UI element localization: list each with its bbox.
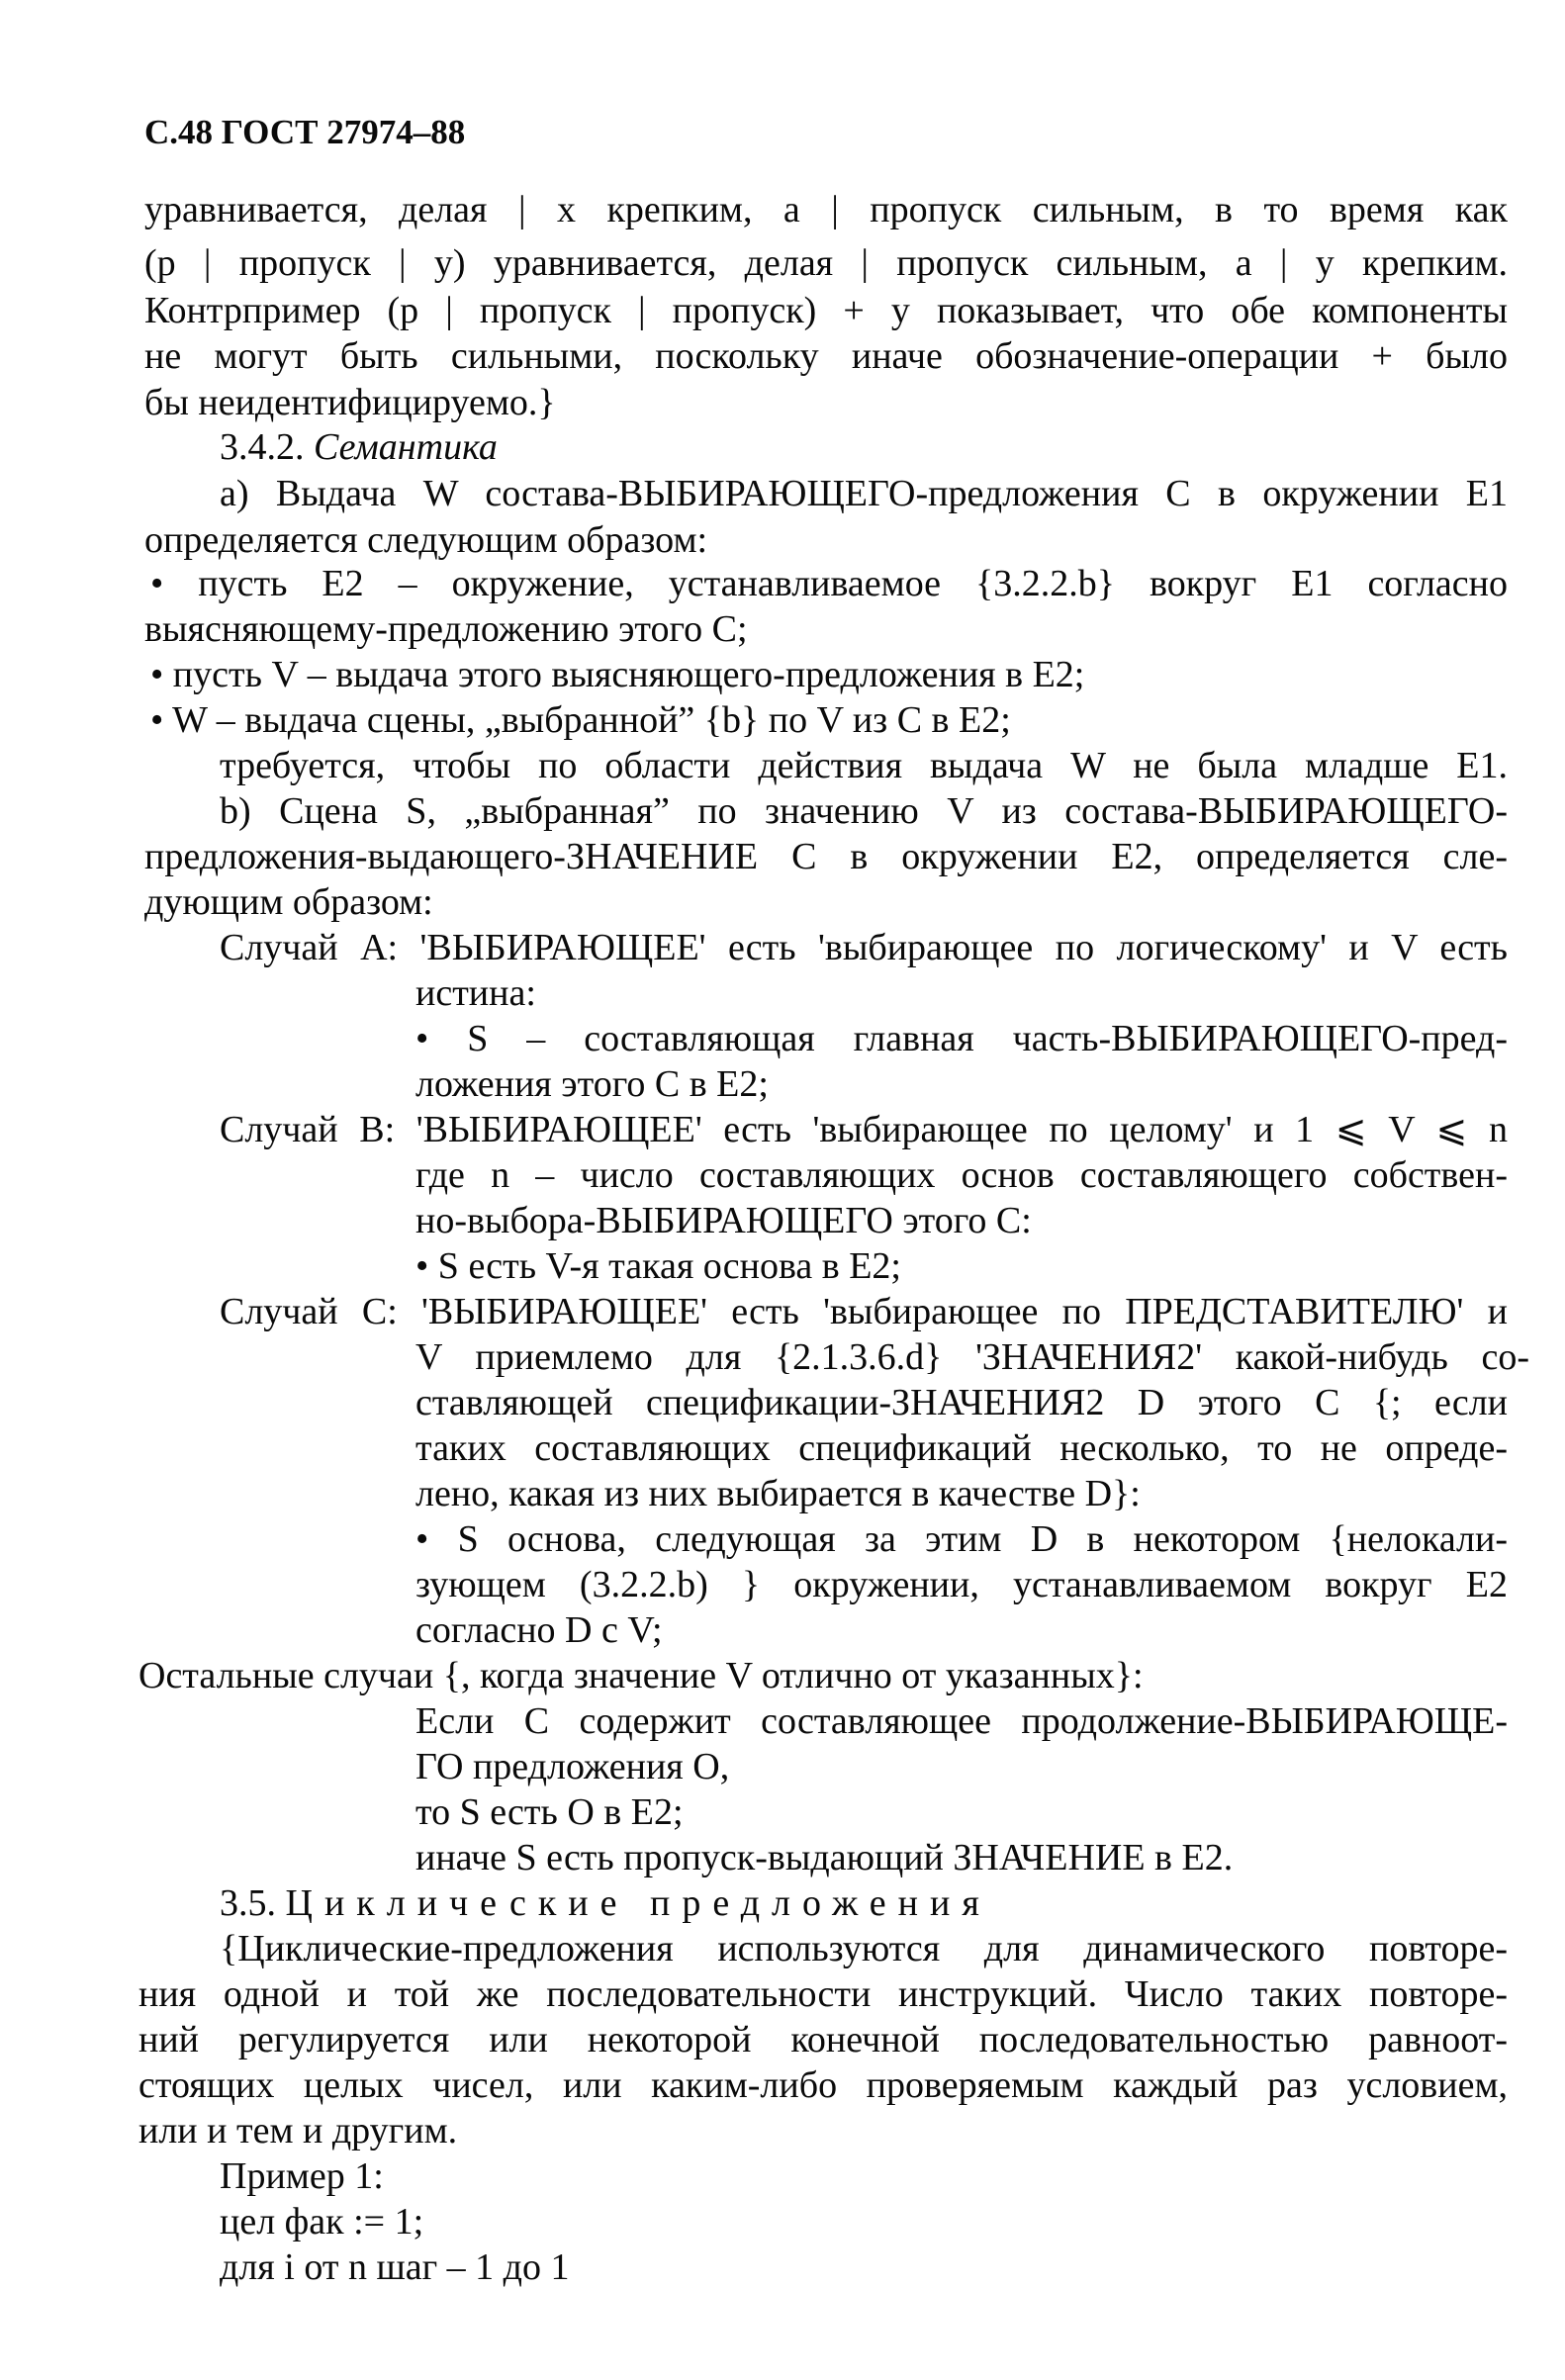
text-line: Случай А: 'ВЫБИРАЮЩЕЕ' есть 'выбирающее по логическому' и V есть (220, 927, 1508, 968)
text-line: где n – число составляющих основ составляющего собствен- (415, 1154, 1508, 1196)
text-line: лено, какая из них выбирается в качестве D}: (415, 1473, 1141, 1514)
section-heading: 3.5. Циклические предложения (220, 1882, 991, 1924)
text-line: но-выбора-ВЫБИРАЮЩЕГО этого С: (415, 1200, 1032, 1241)
text-line: ния одной и той же последовательности инструкций. Число таких повторе- (138, 1973, 1508, 2015)
text-line: не могут быть сильными, поскольку иначе обозначение-операции + было (144, 335, 1508, 377)
text-line: выясняющему-предложению этого С; (144, 608, 748, 650)
text-line: цел фак := 1; (220, 2201, 424, 2243)
text-line: • S – составляющая главная часть-ВЫБИРАЮЩЕГО-пред- (415, 1018, 1508, 1059)
text-line: Случай С: 'ВЫБИРАЮЩЕЕ' есть 'выбирающее по ПРЕДСТАВИТЕЛЮ' и (220, 1291, 1508, 1332)
text-line: • S есть V-я такая основа в Е2; (415, 1245, 901, 1287)
page-header: С.48 ГОСТ 27974–88 (144, 113, 466, 151)
text-line: • W – выдача сцены, „выбранной” {b} по V из С в Е2; (150, 699, 1011, 741)
text-line: бы неидентифицируемо.} (144, 382, 556, 423)
text-line: предложения-выдающего-ЗНАЧЕНИЕ С в окружении Е2, определяется сле- (144, 836, 1508, 877)
text-line: {Циклические-предложения используются для динамического повторе- (220, 1928, 1508, 1969)
text-line: определяется следующим образом: (144, 519, 708, 561)
text-line: ложения этого С в Е2; (415, 1063, 769, 1105)
text-line: ний регулируется или некоторой конечной последовательностью равноот- (138, 2019, 1508, 2060)
text-line: Контрпример (р | пропуск | пропуск) + у показывает, что обе компоненты (144, 290, 1508, 331)
text-line: иначе S есть пропуск-выдающий ЗНАЧЕНИЕ в Е2. (415, 1837, 1234, 1878)
text-line: • пусть V – выдача этого выясняющего-предложения в Е2; (150, 654, 1085, 695)
section-heading: 3.4.2. Семантика (220, 426, 498, 468)
text-line: Остальные случаи {, когда значение V отлично от указанных}: (138, 1655, 1144, 1696)
text-line: • пусть Е2 – окружение, устанавливаемое {3.2.2.b} вокруг Е1 согласно (150, 563, 1508, 604)
text-line: (р | пропуск | у) уравнивается, делая | пропуск сильным, а | у крепким. (144, 242, 1508, 284)
text-line: дующим образом: (144, 881, 433, 923)
text-line: ГО предложения О, (415, 1746, 730, 1787)
text-line: истина: (415, 972, 536, 1014)
text-line: согласно D с V; (415, 1609, 663, 1651)
text-line: стоящих целых чисел, или каким-либо проверяемым каждый раз условием, (138, 2064, 1508, 2106)
text-line: V приемлемо для {2.1.3.6.d} 'ЗНАЧЕНИЯ2' какой-нибудь со- (415, 1336, 1529, 1378)
text-line: требуется, чтобы по области действия выдача W не была младше Е1. (220, 745, 1508, 786)
text-line: зующем (3.2.2.b) } окружении, устанавливаемом вокруг Е2 (415, 1564, 1508, 1605)
text-line: b) Сцена S, „выбранная” по значению V из состава-ВЫБИРАЮЩЕГО- (220, 790, 1508, 832)
text-line: для i от n шаг – 1 до 1 (220, 2246, 570, 2288)
text-line: Пример 1: (220, 2155, 384, 2197)
text-line: а) Выдача W состава-ВЫБИРАЮЩЕГО-предложения С в окружении Е1 (220, 473, 1508, 514)
text-line: уравнивается, делая | х крепким, а | пропуск сильным, в то время как (144, 189, 1508, 230)
text-line: то S есть О в Е2; (415, 1791, 684, 1833)
text-line: ставляющей спецификации-ЗНАЧЕНИЯ2 D этого С {; если (415, 1382, 1508, 1423)
text-line: Случай В: 'ВЫБИРАЮЩЕЕ' есть 'выбирающее по целому' и 1 ⩽ V ⩽ n (220, 1109, 1508, 1150)
text-line: или и тем и другим. (138, 2110, 458, 2151)
text-line: Если С содержит составляющее продолжение-ВЫБИРАЮЩЕ- (415, 1700, 1508, 1742)
text-line: таких составляющих спецификаций несколько, то не опреде- (415, 1427, 1508, 1469)
text-line: • S основа, следующая за этим D в некотором {нелокали- (415, 1518, 1508, 1560)
